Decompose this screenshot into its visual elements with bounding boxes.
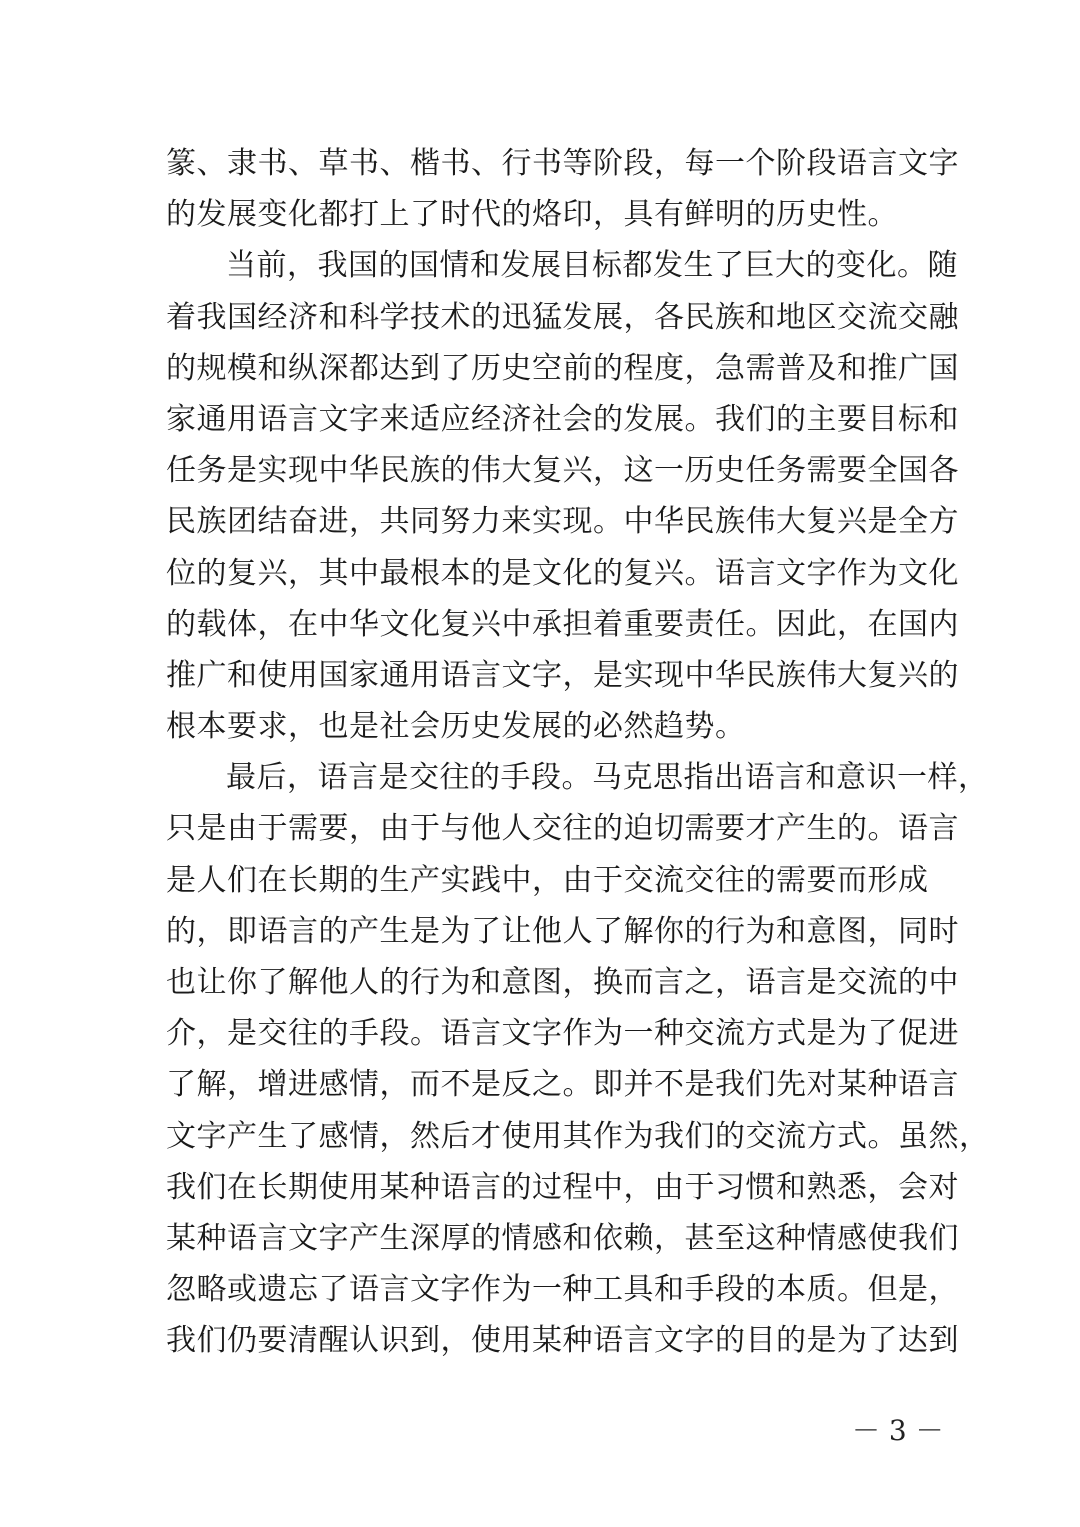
text-line: 我们仍要清醒认识到，使用某种语言文字的目的是为了达到 — [166, 1323, 959, 1359]
text-line: 只是由于需要，由于与他人交往的迫切需要才产生的。语言 — [166, 811, 959, 847]
text-line: 也让你了解他人的行为和意图，换而言之，语言是交流的中 — [166, 965, 959, 1000]
text-line: 着我国经济和科学技术的迅猛发展，各民族和地区交流交融 — [166, 299, 959, 335]
page-number: － 3 － — [852, 1414, 944, 1447]
text-line: 根本要求，也是社会历史发展的必然趋势。 — [166, 709, 746, 745]
text-line: 介，是交往的手段。语言文字作为一种交流方式是为了促进 — [166, 1016, 959, 1052]
text-line: 篆、隶书、草书、楷书、行书等阶段，每一个阶段语言文字 — [166, 146, 959, 181]
text-line: 某种语言文字产生深厚的情感和依赖，甚至这种情感使我们 — [166, 1220, 959, 1256]
body-text — [166, 138, 990, 1367]
text-line: 忽略或遗忘了语言文字作为一种工具和手段的本质。但是， — [166, 1272, 959, 1308]
text-line: 的发展变化都打上了时代的烙印，具有鲜明的历史性。 — [166, 197, 898, 233]
paragraph-first-line: 当前，我国的国情和发展目标都发生了巨大的变化。随 — [226, 248, 958, 284]
text-line: 民族团结奋进，共同努力来实现。中华民族伟大复兴是全方 — [166, 504, 959, 540]
text-line: 是人们在长期的生产实践中，由于交流交往的需要而形成 — [166, 862, 929, 898]
text-line: 的规模和纵深都达到了历史空前的程度，急需普及和推广国 — [166, 350, 959, 386]
paragraph-first-line: 最后，语言是交往的手段。马克思指出语言和意识一样， — [226, 760, 989, 796]
text-line: 我们在长期使用某种语言的过程中，由于习惯和熟悉，会对 — [166, 1169, 959, 1205]
text-line: 推广和使用国家通用语言文字，是实现中华民族伟大复兴的 — [166, 657, 959, 693]
text-line: 任务是实现中华民族的伟大复兴，这一历史任务需要全国各 — [166, 453, 959, 489]
text-line: 的载体，在中华文化复兴中承担着重要责任。因此，在国内 — [166, 606, 959, 642]
text-line: 文字产生了感情，然后才使用其作为我们的交流方式。虽然， — [166, 1118, 990, 1154]
text-line: 了解，增进感情，而不是反之。即并不是我们先对某种语言 — [166, 1067, 959, 1103]
text-line: 家通用语言文字来适应经济社会的发展。我们的主要目标和 — [166, 401, 959, 437]
text-line: 的，即语言的产生是为了让他人了解你的行为和意图，同时 — [166, 913, 959, 949]
text-line: 位的复兴，其中最根本的是文化的复兴。语言文字作为文化 — [166, 555, 959, 591]
